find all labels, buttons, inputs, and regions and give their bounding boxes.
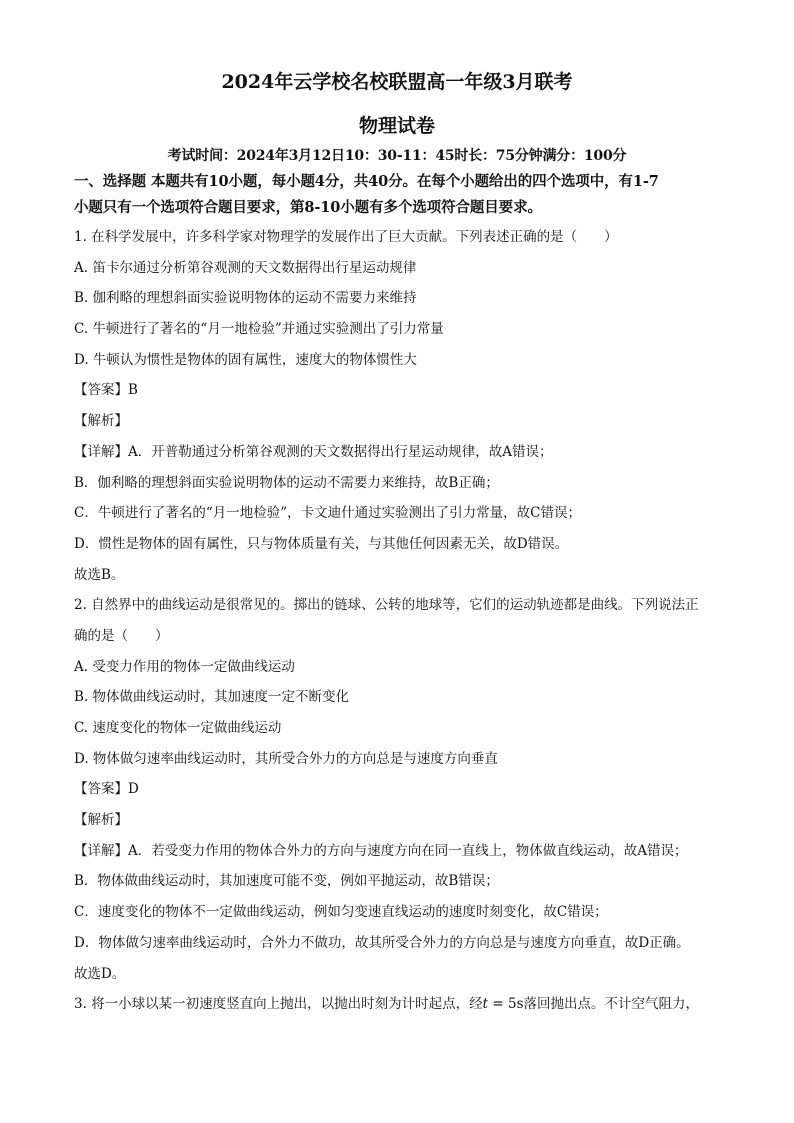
- question-1-conclusion: 故选B。: [74, 566, 125, 583]
- question-2-option-d: D. 物体做匀速率曲线运动时，其所受合外力的方向总是与速度方向垂直: [74, 750, 498, 767]
- question-1-option-a: A. 笛卡尔通过分析第谷观测的天文数据得出行星运动规律: [74, 259, 417, 276]
- question-3-time-variable: t: [482, 996, 489, 1013]
- question-2-option-b: B. 物体做曲线运动时，其加速度一定不断变化: [74, 689, 350, 706]
- question-2-answer: 【答案】D: [74, 781, 139, 798]
- question-2-stem-line2: 确的是（ ）: [74, 627, 169, 644]
- question-1-detail-b: B．伽利略的理想斜面实验说明物体的运动不需要力来维持，故B正确；: [74, 474, 499, 491]
- question-1-detail-c: C．牛顿进行了著名的“月一地检验”，卡文迪什通过实验测出了引力常量，故C错误；: [74, 505, 581, 522]
- question-3-stem-suffix: 落回抛出点。不计空气阻力，: [523, 996, 700, 1013]
- question-2-stem-line1: 2. 自然界中的曲线运动是很常见的。掷出的链球、公转的地球等，它们的运动轨迹都是曲线。下列说法正: [74, 597, 699, 614]
- question-1-analysis-label: 【解析】: [74, 413, 128, 430]
- section-header-line1: 一、选择题 本题共有10小题，每小题4分，共40分。在每个小题给出的四个选项中，有1-7: [74, 173, 659, 190]
- question-3-stem: [74, 994, 726, 1014]
- question-1-option-b: B. 伽利略的理想斜面实验说明物体的运动不需要力来维持: [74, 290, 417, 307]
- document-title: 2024年云学校名校联盟高一年级3月联考: [221, 71, 573, 93]
- question-1-option-c: C. 牛顿进行了著名的“月一地检验”并通过实验测出了引力常量: [74, 321, 444, 338]
- question-2-analysis-label: 【解析】: [74, 812, 128, 829]
- question-2-detail-c: C．速度变化的物体不一定做曲线运动，例如匀变速直线运动的速度时刻变化，故C错误；: [74, 904, 608, 921]
- question-3-stem-prefix: 3. 将一小球以某一初速度竖直向上抛出，以抛出时刻为计时起点，经: [74, 996, 483, 1013]
- exam-info: 考试时间：2024年3月12日10：30-11：45时长：75分钟满分：100分: [167, 148, 627, 164]
- question-1-option-d: D. 牛顿认为惯性是物体的固有属性，速度大的物体惯性大: [74, 351, 417, 368]
- section-header-line2: 小题只有一个选项符合题目要求，第8-10小题有多个选项符合题目要求。: [74, 199, 542, 216]
- question-1-detail-a: 【详解】A．开普勒通过分析第谷观测的天文数据得出行星运动规律，故A错误；: [74, 443, 553, 460]
- question-1-answer: 【答案】B: [74, 382, 138, 399]
- question-3-time-value: = 5s: [488, 996, 524, 1013]
- question-2-detail-b: B．物体做曲线运动时，其加速度可能不变，例如平抛运动，故B错误；: [74, 873, 499, 890]
- document-subtitle: 物理试卷: [358, 115, 435, 137]
- question-1-stem: 1. 在科学发展中，许多科学家对物理学的发展作出了巨大贡献。下列表述正确的是（ ）: [74, 229, 618, 245]
- document-body: [74, 169, 726, 1025]
- question-2-detail-a: 【详解】A．若受变力作用的物体合外力的方向与速度方向在同一直线上，物体做直线运动，故A错误；: [74, 842, 688, 859]
- question-2-conclusion: 故选D。: [74, 965, 126, 982]
- question-1-detail-d: D．惯性是物体的固有属性，只与物体质量有关，与其他任何因素无关，故D错误。: [74, 535, 569, 552]
- question-2-option-c: C. 速度变化的物体一定做曲线运动: [74, 720, 282, 736]
- question-2-detail-d: D．物体做匀速率曲线运动时，合外力不做功，故其所受合外力的方向总是与速度方向垂直，故D正确。: [74, 934, 690, 951]
- question-2-option-a: A. 受变力作用的物体一定做曲线运动: [74, 658, 295, 675]
